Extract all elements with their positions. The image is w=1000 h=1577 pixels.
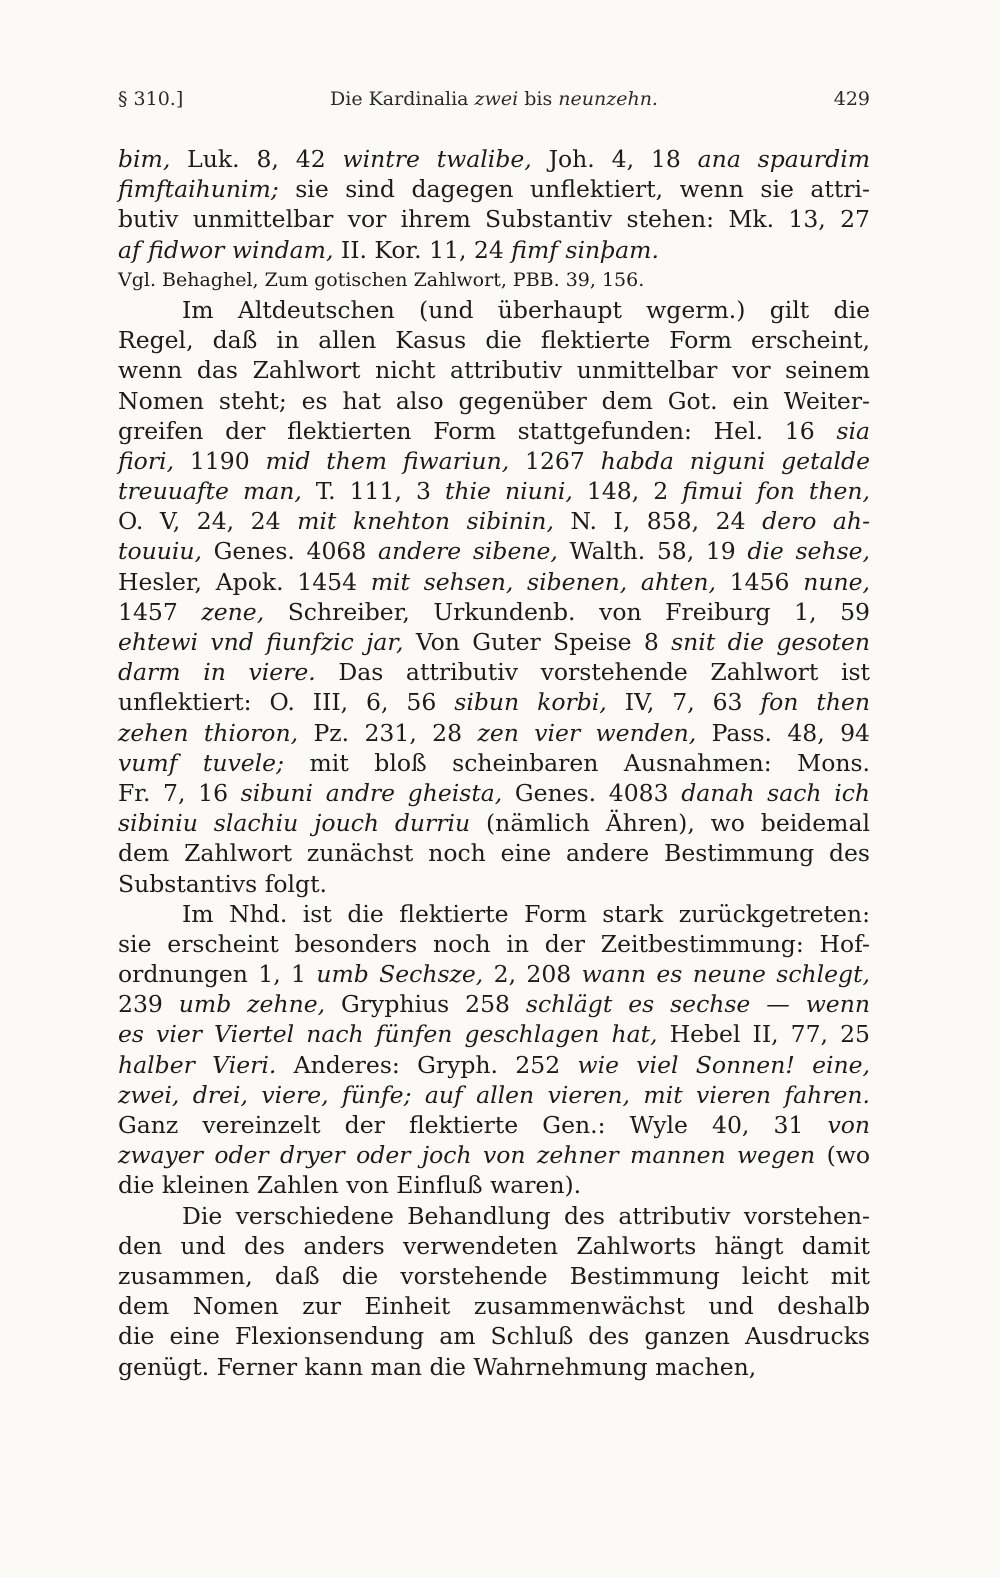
- text-run: Anderes: Gryph. 252: [276, 1050, 578, 1079]
- text-run: T. 111, 3: [301, 477, 445, 506]
- italic-quote: es vier Viertel nach fünfen geschlagen hat,: [118, 1020, 658, 1049]
- text-line: [118, 174, 870, 204]
- italic-quote: dero ah-: [762, 507, 871, 536]
- italic-quote: sibuni andre gheista,: [240, 778, 503, 807]
- text-run: 148, 2: [572, 477, 683, 506]
- text-line: [118, 204, 870, 234]
- text-run: N. I, 858, 24: [553, 507, 763, 536]
- text-run: den und des anders verwendeten Zahlworts hängt damit: [118, 1231, 870, 1260]
- page-number: 429: [833, 88, 870, 110]
- text-run: Vgl. Behaghel, Zum gotischen Zahlwort, PBB. 39, 156.: [118, 268, 645, 291]
- italic-quote: touuiu,: [118, 537, 202, 566]
- text-run: dem Nomen zur Einheit zusammenwächst und deshalb: [118, 1292, 870, 1321]
- text-run: Pz. 231, 28: [298, 718, 478, 747]
- italic-quote: bim,: [118, 145, 171, 173]
- italic-quote: ehtewi vnd fiunfzic jar,: [118, 628, 404, 656]
- text-line: [118, 1321, 870, 1351]
- text-run: Hesler, Apok. 1454: [118, 567, 371, 596]
- text-line: [118, 1140, 870, 1170]
- text-line: [118, 1201, 870, 1231]
- text-line: [118, 265, 870, 295]
- text-line: [118, 567, 870, 597]
- text-run: genügt. Ferner kann man die Wahrnehmung machen,: [118, 1352, 757, 1381]
- italic-quote: wann es neune schlegt,: [581, 960, 870, 989]
- text-run: ordnungen 1, 1: [118, 960, 317, 989]
- text-line: [118, 355, 870, 385]
- text-line: [118, 144, 870, 174]
- text-line: [118, 627, 870, 657]
- text-line: [118, 1231, 870, 1261]
- text-run: Im Altdeutschen (und überhaupt wgerm.) gilt die: [182, 295, 870, 324]
- italic-quote: fon then: [760, 688, 870, 717]
- italic-quote: schlägt es sechse — wenn: [525, 990, 870, 1019]
- section-number: § 310.]: [118, 88, 184, 110]
- text-line: [118, 899, 870, 929]
- text-line: [118, 597, 870, 627]
- text-run: Luk. 8, 42: [170, 145, 343, 173]
- text-run: Ganz vereinzelt der flektierte Gen.: Wyle 40, 31: [118, 1111, 828, 1139]
- italic-quote: thie niuni,: [444, 477, 573, 506]
- italic-quote: wintre twalibe,: [342, 145, 532, 173]
- text-run: 1456: [716, 567, 804, 596]
- italic-quote: mit sehsen, sibenen, ahten,: [370, 567, 717, 596]
- text-line: [118, 386, 870, 416]
- text-run: Das attributiv vorstehende Zahlwort ist: [315, 658, 870, 687]
- text-run: II. Kor. 11, 24: [333, 235, 512, 264]
- text-line: [118, 1352, 870, 1382]
- text-line: [118, 506, 870, 536]
- italic-quote: fimftaihunim;: [118, 175, 279, 204]
- italic-quote: mid them fiwariun,: [265, 446, 510, 475]
- text-line: [118, 1170, 870, 1200]
- text-run: Substantivs folgt.: [118, 869, 328, 898]
- body-text: [118, 144, 870, 1382]
- text-run: [412, 1081, 425, 1109]
- text-line: [118, 657, 870, 687]
- text-line: [118, 1080, 870, 1110]
- text-run: butiv unmittelbar vor ihrem Substantiv stehen: Mk. 13, 27: [118, 205, 870, 234]
- text-line: [118, 808, 870, 838]
- text-run: Von Guter Speise 8: [403, 628, 672, 656]
- text-run: Pass. 48, 94: [696, 718, 871, 747]
- italic-quote: mit knehton sibinin,: [297, 507, 554, 536]
- text-run: IV, 7, 63: [606, 688, 761, 717]
- italic-quote: wie viel Sonnen! eine,: [577, 1050, 870, 1079]
- text-run: Joh. 4, 18: [531, 145, 698, 173]
- text-line: [118, 1050, 870, 1080]
- italic-quote: zehen thioron,: [118, 718, 299, 747]
- text-run: greifen der flektierten Form stattgefunden: Hel. 16: [118, 416, 837, 445]
- italic-quote: sibiniu slachiu jouch durriu: [118, 809, 471, 838]
- text-line: [118, 1261, 870, 1291]
- text-run: mit bloß scheinbaren Ausnahmen: Mons.: [284, 748, 871, 777]
- text-line: [118, 718, 870, 748]
- text-run: Hebel II, 77, 25: [657, 1020, 870, 1049]
- text-line: [118, 929, 870, 959]
- italic-quote: die sehse,: [747, 537, 871, 566]
- text-line: [118, 838, 870, 868]
- italic-quote: umb Sechsze,: [316, 960, 484, 989]
- text-run: Genes. 4068: [201, 537, 378, 566]
- italic-quote: zwayer oder dryer oder joch von zehner mannen wegen: [118, 1141, 816, 1170]
- italic-quote: andere sibene,: [377, 537, 558, 566]
- text-line: [118, 1019, 870, 1049]
- text-run: Nomen steht; es hat also gegenüber dem Got. ein Weiter-: [118, 386, 870, 415]
- text-line: [118, 959, 870, 989]
- italic-quote: mit vieren fahren.: [643, 1080, 870, 1109]
- italic-quote: danah sach ich: [681, 778, 870, 807]
- page-title: Die Kardinalia zwei bis neunzehn.: [330, 88, 658, 110]
- italic-quote: zene,: [201, 597, 265, 626]
- text-run: 1457: [118, 597, 202, 626]
- text-line: [118, 235, 870, 265]
- text-line: [118, 416, 870, 446]
- italic-quote: umb zehne,: [178, 990, 326, 1019]
- text-run: Schreiber, Urkundenb. von Freiburg 1, 59: [264, 597, 870, 626]
- text-line: [118, 325, 870, 355]
- italic-quote: vumf tuvele;: [118, 748, 285, 777]
- text-run: unflektiert: O. III, 6, 56: [118, 688, 455, 717]
- text-line: [118, 989, 870, 1019]
- text-line: [118, 295, 870, 325]
- italic-quote: sia: [836, 416, 870, 445]
- italic-quote: af fidwor windam,: [118, 235, 334, 264]
- text-run: sie erscheint besonders noch in der Zeitbestimmung: Hof-: [118, 929, 870, 958]
- text-line: [118, 536, 870, 566]
- text-run: O. V, 24, 24: [118, 507, 298, 536]
- text-line: [118, 1291, 870, 1321]
- text-run: Die verschiedene Behandlung des attributiv vorstehen-: [182, 1201, 870, 1230]
- text-run: zusammen, daß die vorstehende Bestimmung leicht mit: [118, 1261, 870, 1290]
- italic-quote: ana spaurdim: [697, 145, 871, 173]
- text-run: 239: [118, 990, 179, 1019]
- italic-quote: fimui fon then,: [682, 477, 870, 506]
- text-run: Fr. 7, 16: [118, 778, 241, 807]
- italic-quote: halber Vieri.: [118, 1050, 277, 1079]
- text-line: [118, 476, 870, 506]
- italic-quote: zen vier wenden,: [477, 718, 697, 747]
- text-run: dem Zahlwort zunächst noch eine andere Bestimmung des: [118, 839, 870, 868]
- italic-quote: sibun korbi,: [454, 688, 607, 717]
- text-run: Genes. 4083: [502, 778, 682, 807]
- text-line: [118, 687, 870, 717]
- text-run: die eine Flexionsendung am Schluß des ganzen Ausdrucks: [118, 1322, 870, 1351]
- text-line: [118, 748, 870, 778]
- italic-quote: fiori,: [118, 446, 175, 475]
- italic-quote: auf allen vieren,: [424, 1080, 631, 1109]
- text-run: Gryphius 258: [325, 990, 526, 1019]
- italic-quote: darm in viere.: [118, 658, 316, 687]
- italic-quote: treuuafte man,: [118, 477, 302, 506]
- text-run: 1190: [174, 446, 266, 475]
- text-run: Walth. 58, 19: [557, 537, 748, 566]
- text-run: (nämlich Ähren), wo beidemal: [470, 809, 870, 838]
- text-run: 2, 208: [483, 960, 582, 989]
- text-run: (wo: [815, 1141, 871, 1170]
- text-run: Regel, daß in allen Kasus die flektierte Form erscheint,: [118, 326, 870, 355]
- text-run: 1267: [509, 446, 601, 475]
- text-run: sie sind dagegen unflektiert, wenn sie attri-: [278, 175, 870, 204]
- italic-quote: von: [827, 1111, 870, 1139]
- text-line: [118, 869, 870, 899]
- text-run: wenn das Zahlwort nicht attributiv unmittelbar vor seinem: [118, 356, 870, 385]
- text-line: [118, 446, 870, 476]
- italic-quote: habda niguni getalde: [600, 446, 870, 475]
- italic-quote: nune,: [803, 567, 870, 596]
- text-run: die kleinen Zahlen von Einfluß waren).: [118, 1171, 582, 1200]
- text-run: [630, 1081, 643, 1109]
- italic-quote: zwei, drei, viere, fünfe;: [118, 1080, 412, 1109]
- italic-quote: fimf sinþam.: [511, 235, 659, 264]
- text-line: [118, 778, 870, 808]
- running-header: [118, 88, 870, 118]
- italic-quote: snit die gesoten: [671, 628, 870, 656]
- text-run: Im Nhd. ist die flektierte Form stark zurückgetreten:: [182, 899, 870, 928]
- text-line: [118, 1110, 870, 1140]
